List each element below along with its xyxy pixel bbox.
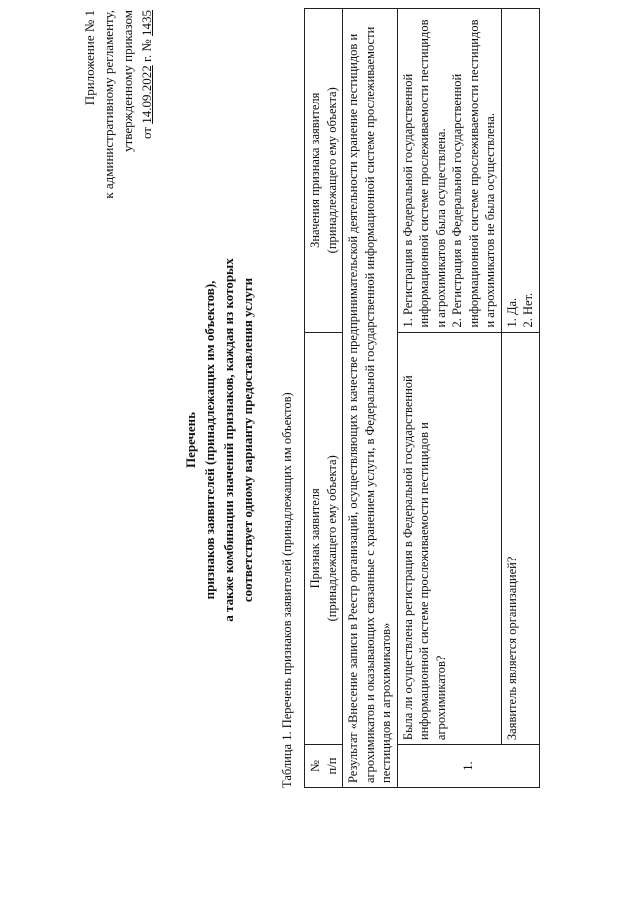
row-number: 1. <box>397 745 539 788</box>
table-row <box>501 9 539 788</box>
value-option-1: 1. Да. <box>504 297 519 328</box>
header-number-line-2: п/п <box>324 757 339 775</box>
result-row <box>343 9 398 788</box>
order-mid: г. № <box>139 39 154 63</box>
document-title <box>181 190 257 690</box>
appendix-header <box>80 10 156 265</box>
table-row <box>397 9 501 788</box>
header-attribute-line-2: (принадлежащего ему объекта) <box>324 455 339 622</box>
value-option-2: 2. Регистрация в Федеральной государственной информационной системе прослеживаемости пестицидов и агрохимикатов не была осуществлена. <box>450 19 497 328</box>
attributes-table <box>304 8 540 788</box>
title-line-3: а также комбинации значений признаков, каждая из которых <box>221 258 236 622</box>
attribute-question: Была ли осуществлена регистрация в Федеральной государственной информационной системе прослеживаемости пестицидов и агрохимикатов? <box>397 332 501 745</box>
title-line-4: соответствует одному варианту предоставления услуги <box>240 277 255 603</box>
header-values-line-1: Значения признака заявителя <box>308 92 322 248</box>
header-values-line-2: (принадлежащего ему объекта) <box>324 87 339 254</box>
value-option-2: 2. Нет. <box>521 292 535 328</box>
title-line-1: Перечень <box>183 411 198 469</box>
value-option-1: 1. Регистрация в Федеральной государственной информационной системе прослеживаемости пестицидов и агрохимикатов была осуществлена. <box>400 19 448 328</box>
order-date: 14.09.2022 <box>139 65 154 124</box>
table-header-row <box>305 9 343 788</box>
table-caption: Таблица 1. Перечень признаков заявителей (принадлежащих им объектов) <box>280 392 294 788</box>
header-attribute-line-1: Признак заявителя <box>308 488 322 589</box>
attribute-values <box>397 9 501 333</box>
header-number <box>305 745 343 788</box>
title-line-2: признаков заявителей (принадлежащих им объектов), <box>202 280 217 600</box>
order-number: 1435 <box>139 10 154 36</box>
appendix-line-2: к административному регламенту, <box>101 10 116 199</box>
appendix-line-1: Приложение № 1 <box>82 10 97 106</box>
header-attribute <box>305 332 343 745</box>
header-values <box>305 9 343 333</box>
order-prefix: от <box>139 127 154 140</box>
attribute-question: Заявитель является организацией? <box>501 332 539 745</box>
header-number-line-1: № <box>308 760 322 773</box>
result-text: Результат «Внесение записи в Реестр организаций, осуществляющих в качестве предпринимательской деятельности хранение пестицидов и агрохимикатов и оказывающих связанные с хранением услуги, в Федеральной государственной информационной системе прослеживаемости пестицидов и агрохимикатов» <box>343 9 398 788</box>
appendix-order-line <box>137 10 156 265</box>
appendix-line-3: утвержденному приказом <box>120 10 135 152</box>
attribute-values <box>501 9 539 333</box>
